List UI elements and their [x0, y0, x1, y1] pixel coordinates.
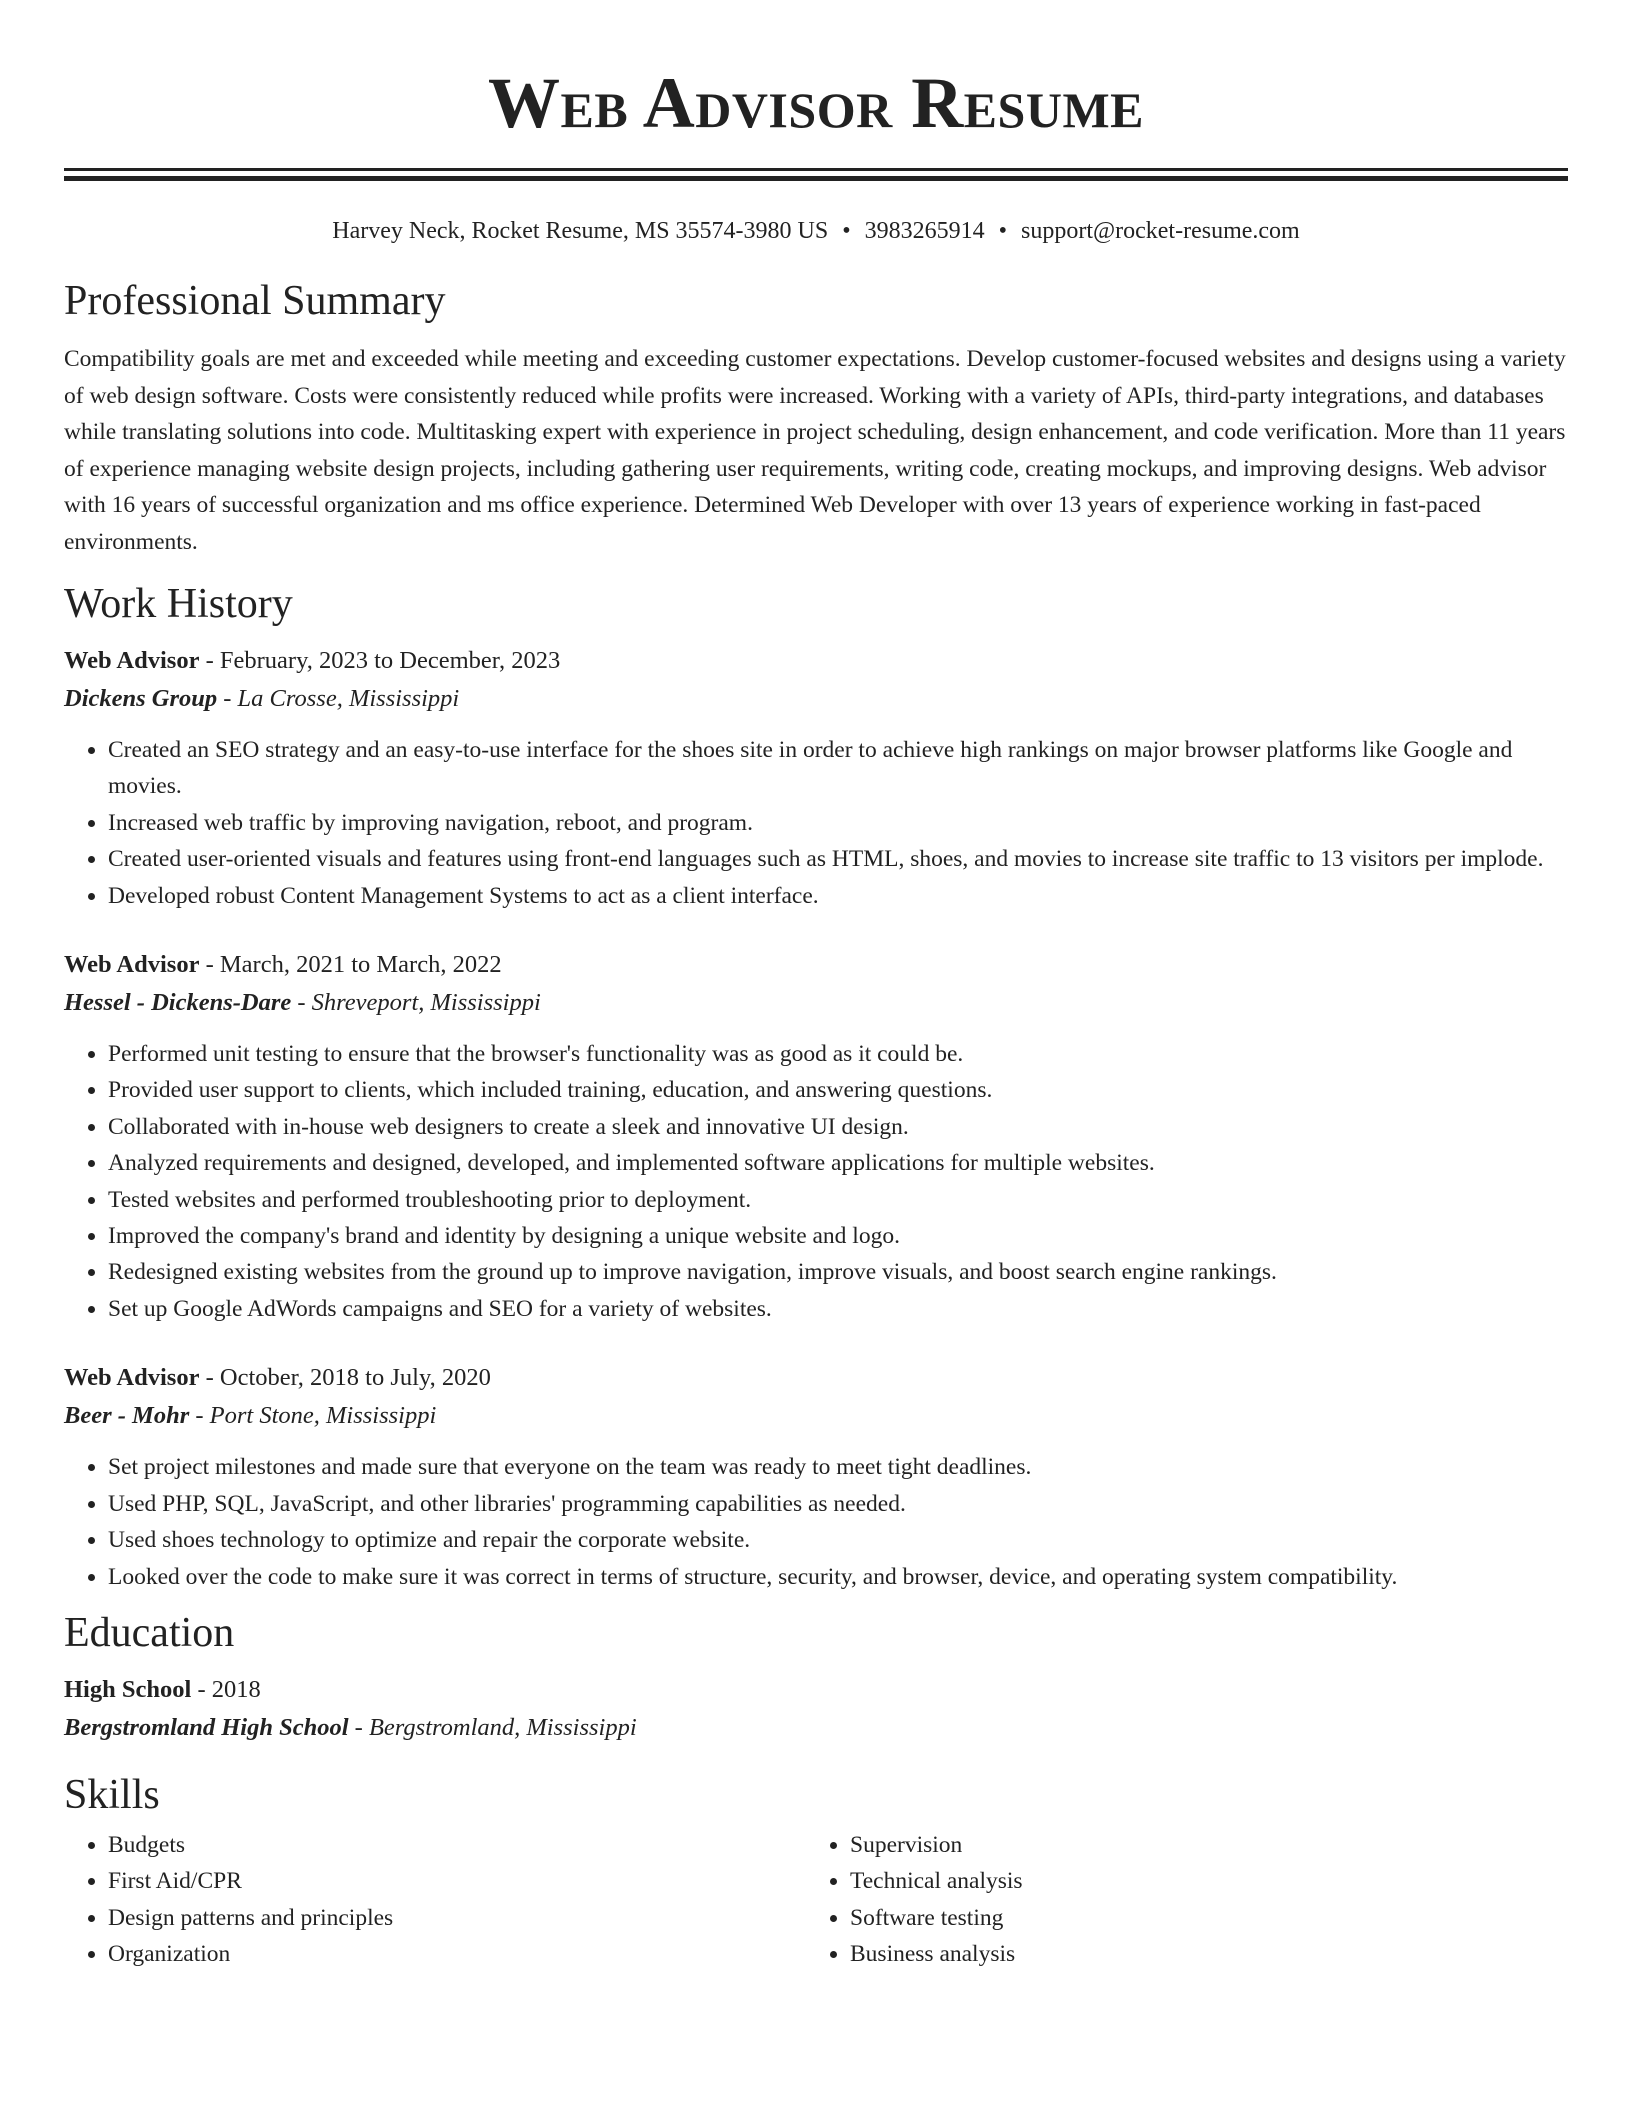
- contact-separator: •: [842, 218, 851, 244]
- contact-phone: 3983265914: [864, 218, 985, 244]
- list-item: • Provided user support to clients, which included training, education, and answering questions.: [108, 1072, 1568, 1108]
- job-dates: - March, 2021 to March, 2022: [199, 951, 502, 979]
- summary-text: Compatibility goals are met and exceeded while meeting and exceeding customer expectations. Develop customer-focused websites and designs using a variety of web design software. Costs were consistently reduced while profits were increased. Working with a variety of APIs, third-party integrations, and databases while translating solutions into code. Multitasking expert with experience in project scheduling, design enhancement, and code verification. More than 11 years of experience managing website design projects, including gathering user requirements, writing code, creating mockups, and improving designs. Web advisor with 16 years of successful organization and ms office experience. Determined Web Developer with over 13 years of experience working in fast-paced environments.: [64, 346, 1566, 555]
- job-title-line: [64, 642, 1568, 680]
- job-title-line: [64, 946, 1568, 984]
- skill-item: • Business analysis: [850, 1936, 1568, 1972]
- list-item: • Set project milestones and made sure that everyone on the team was ready to meet tight deadlines.: [108, 1449, 1568, 1485]
- employer-location: - Port Stone, Mississippi: [189, 1402, 437, 1430]
- list-item: • Performed unit testing to ensure that the browser's functionality was as good as it could be.: [108, 1036, 1568, 1072]
- employer-line: [64, 984, 1568, 1022]
- list-item: • Used PHP, SQL, JavaScript, and other libraries' programming capabilities as needed.: [108, 1486, 1568, 1522]
- job-entry: [64, 1359, 1568, 1595]
- job-entry: [64, 642, 1568, 914]
- degree: High School: [64, 1675, 192, 1703]
- list-item: • Improved the company's brand and identity by designing a unique website and logo.: [108, 1218, 1568, 1254]
- list-item: • Redesigned existing websites from the ground up to improve navigation, improve visuals, and boost search engine rankings.: [108, 1254, 1568, 1290]
- skill-item: • First Aid/CPR: [108, 1863, 806, 1899]
- contact-email: support@rocket-resume.com: [1021, 218, 1300, 244]
- skill-item: • Technical analysis: [850, 1863, 1568, 1899]
- skills-column-right: [806, 1827, 1568, 1973]
- title-divider-thick: [64, 176, 1568, 181]
- employer-name: Hessel - Dickens-Dare: [64, 989, 292, 1017]
- skill-item: • Budgets: [108, 1827, 806, 1863]
- list-item: • Used shoes technology to optimize and repair the corporate website.: [108, 1522, 1568, 1558]
- job-title: Web Advisor: [64, 647, 200, 674]
- job-title: Web Advisor: [64, 1364, 200, 1392]
- contact-separator: •: [998, 218, 1008, 244]
- contact-line: [64, 215, 1568, 247]
- summary-heading: Professional Summary: [64, 278, 446, 324]
- employer-name: Dickens Group: [64, 685, 218, 712]
- list-item: • Created an SEO strategy and an easy-to-use interface for the shoes site in order to achieve high rankings on major browser platforms like Google and movies.: [108, 732, 1568, 805]
- skill-item: • Software testing: [850, 1900, 1568, 1936]
- contact-address: Harvey Neck, Rocket Resume, MS 35574-3980 US: [332, 218, 829, 244]
- job-bullets: [64, 1036, 1568, 1327]
- graduation-year: - 2018: [191, 1675, 261, 1703]
- job-dates: - February, 2023 to December, 2023: [199, 647, 561, 674]
- skills-heading: Skills: [64, 1771, 160, 1818]
- title-divider-thin: [64, 168, 1568, 171]
- list-item: • Developed robust Content Management Systems to act as a client interface.: [108, 878, 1568, 914]
- list-item: • Collaborated with in-house web designers to create a sleek and innovative UI design.: [108, 1109, 1568, 1145]
- list-item: • Set up Google AdWords campaigns and SEO for a variety of websites.: [108, 1291, 1568, 1327]
- resume-title: Web Advisor Resume: [487, 63, 1144, 143]
- job-title: Web Advisor: [64, 951, 200, 979]
- list-item: • Created user-oriented visuals and features using front-end languages such as HTML, shoes, and movies to increase site traffic to 13 visitors per implode.: [108, 841, 1568, 877]
- list-item: • Tested websites and performed troubleshooting prior to deployment.: [108, 1182, 1568, 1218]
- job-entry: [64, 946, 1568, 1327]
- education-entry: [64, 1671, 1568, 1747]
- job-dates: - October, 2018 to July, 2020: [199, 1364, 491, 1392]
- employer-name: Beer - Mohr: [64, 1402, 190, 1430]
- job-bullets: [64, 1449, 1568, 1595]
- skills-grid: [64, 1827, 1568, 1973]
- employer-line: [64, 1397, 1568, 1435]
- list-item: • Increased web traffic by improving navigation, reboot, and program.: [108, 805, 1568, 841]
- job-bullets: [64, 732, 1568, 914]
- degree-line: [64, 1671, 1568, 1709]
- skill-item: • Design patterns and principles: [108, 1900, 806, 1936]
- school-name: Bergstromland High School: [64, 1713, 349, 1741]
- skill-item: • Organization: [108, 1936, 806, 1972]
- job-title-line: [64, 1359, 1568, 1397]
- employer-location: - La Crosse, Mississippi: [217, 685, 460, 712]
- school-location: - Bergstromland, Mississippi: [348, 1713, 637, 1741]
- employer-line: [64, 680, 1568, 718]
- education-heading: Education: [64, 1609, 235, 1656]
- list-item: • Looked over the code to make sure it was correct in terms of structure, security, and browser, device, and operating system compatibility.: [108, 1559, 1568, 1595]
- work-history-heading: Work History: [64, 581, 293, 627]
- skills-column-left: [64, 1827, 806, 1973]
- school-line: [64, 1709, 1568, 1747]
- skill-item: • Supervision: [850, 1827, 1568, 1863]
- list-item: • Analyzed requirements and designed, developed, and implemented software applications for multiple websites.: [108, 1145, 1568, 1181]
- employer-location: - Shreveport, Mississippi: [291, 989, 541, 1017]
